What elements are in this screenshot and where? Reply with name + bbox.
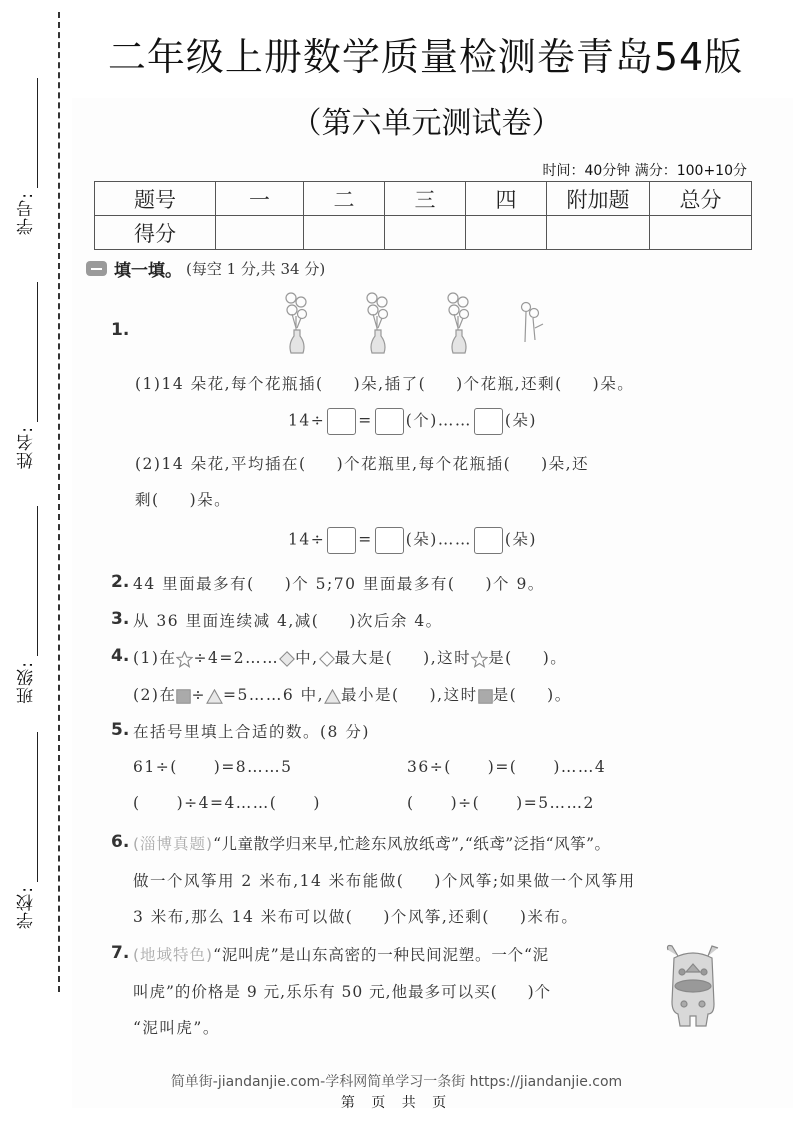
question-source-tag: (淄博真题) <box>133 835 214 853</box>
text: “泥叫虎”是山东高密的一种民间泥塑。一个“泥 <box>213 946 549 964</box>
text: 44 里面最多有( <box>133 575 255 593</box>
header-cell: 题号 <box>95 182 216 216</box>
score-cell[interactable] <box>216 216 304 250</box>
text: )朵。 <box>189 491 232 509</box>
watermark-footer: 简单街-jiandanjie.com-学科网简单学习一条街 https://jiandanjie.com <box>170 1074 623 1090</box>
text: )……4 <box>553 758 607 776</box>
text: )个花瓶里,每个花瓶插( <box>336 455 512 473</box>
text: )次后余 4。 <box>349 612 443 630</box>
text: 61÷( <box>133 758 178 776</box>
q6-line-1 <box>133 832 611 854</box>
star-icon <box>471 651 488 668</box>
text: 36÷( <box>407 758 452 776</box>
header-cell: 附加题 <box>547 182 650 216</box>
answer-box[interactable] <box>474 527 503 554</box>
text: (朵)…… <box>405 530 472 549</box>
text: )÷4=4……( <box>176 794 278 812</box>
text: 叫虎”的价格是 9 元,乐乐有 50 元,他最多可以买( <box>133 983 498 1001</box>
q4-part2-text <box>133 683 572 705</box>
text: = <box>358 411 373 430</box>
flower-vase-icon <box>281 290 313 356</box>
q3-text <box>133 609 443 631</box>
q1-part1-text <box>135 372 634 394</box>
text: )朵。 <box>592 375 635 393</box>
q5-expr-3 <box>133 794 321 812</box>
exam-meta: 时间：40分钟 满分：100+10分 <box>542 163 747 179</box>
text: = <box>358 530 373 549</box>
class-blank[interactable] <box>37 506 38 656</box>
text: )个 5;70 里面最多有( <box>284 575 456 593</box>
text: ( <box>133 794 141 812</box>
text: )个花瓶,还剩( <box>456 375 563 393</box>
text: )个 9。 <box>485 575 545 593</box>
score-cell[interactable] <box>385 216 466 250</box>
question-number: 1. <box>111 320 130 340</box>
text: (个)…… <box>405 411 472 430</box>
text: (1)14 朵花,每个花瓶插( <box>135 375 324 393</box>
question-source-tag: (地域特色) <box>133 946 214 964</box>
score-table-header-row <box>95 182 752 216</box>
page-title: 二年级上册数学质量检测卷青岛54版 <box>107 35 744 79</box>
text: 剩( <box>135 491 160 509</box>
q4-part1-text <box>133 646 567 668</box>
score-cell[interactable] <box>650 216 752 250</box>
text: 最大是( <box>334 649 394 667</box>
text: (2)在 <box>133 686 177 704</box>
text: ) <box>313 794 321 812</box>
q1-equation-2 <box>288 527 537 554</box>
question-number: 7. <box>111 943 130 963</box>
school-blank[interactable] <box>37 732 38 882</box>
score-cell[interactable] <box>547 216 650 250</box>
question-number: 3. <box>111 609 130 629</box>
score-cell[interactable] <box>466 216 547 250</box>
text: (2)14 朵花,平均插在( <box>135 455 307 473</box>
text: 做一个风筝用 2 米布,14 米布能做( <box>133 872 405 890</box>
text: (朵) <box>504 411 537 430</box>
question-number: 5. <box>111 720 130 740</box>
q2-text <box>133 572 545 594</box>
question-number: 6. <box>111 832 130 852</box>
text: )。 <box>547 686 572 704</box>
triangle-icon <box>206 689 223 704</box>
text: )个风筝,还剩( <box>383 908 490 926</box>
text: )个风筝;如果做一个风筝用 <box>434 872 636 890</box>
flower-vase-icon <box>443 290 475 356</box>
text: )朵,还 <box>541 455 590 473</box>
star-icon <box>176 651 193 668</box>
page-number: 第 页 共 页 <box>340 1095 453 1111</box>
page-subtitle: （第六单元测试卷） <box>291 106 562 141</box>
score-table <box>94 181 752 250</box>
square-icon <box>478 689 493 704</box>
section-note: (每空 1 分,共 34 分) <box>186 260 326 278</box>
answer-box[interactable] <box>327 408 356 435</box>
text: 是( <box>492 686 518 704</box>
q7-line-1 <box>133 943 549 965</box>
section-title: 填一填。 <box>114 261 182 281</box>
text: )米布。 <box>519 908 579 926</box>
section-heading <box>86 256 325 281</box>
answer-box[interactable] <box>375 408 404 435</box>
q7-line-2 <box>133 980 551 1002</box>
q1-equation-1 <box>288 408 537 435</box>
answer-box[interactable] <box>474 408 503 435</box>
q1-part2-text <box>135 452 589 474</box>
student-id-label: 学号: <box>17 192 37 235</box>
header-cell: 四 <box>466 182 547 216</box>
text: (1)在 <box>133 649 177 667</box>
header-cell: 总分 <box>650 182 752 216</box>
text: )=8……5 <box>213 758 293 776</box>
text: )朵,插了( <box>353 375 427 393</box>
q1-part2-text-cont <box>135 488 231 510</box>
cut-line <box>58 12 60 992</box>
q6-line-3 <box>133 905 578 927</box>
clay-tiger-icon <box>662 942 724 1030</box>
text: ( <box>407 794 415 812</box>
text: (朵) <box>504 530 537 549</box>
name-blank[interactable] <box>37 282 38 422</box>
header-cell: 三 <box>385 182 466 216</box>
section-number-badge-icon <box>86 261 107 276</box>
header-cell: 二 <box>304 182 385 216</box>
text: )÷( <box>450 794 481 812</box>
name-label: 姓名: <box>17 426 37 469</box>
q7-line-3: “泥叫虎”。 <box>133 1019 220 1037</box>
q5-expr-4 <box>407 794 595 812</box>
loose-flowers-icon <box>517 300 547 345</box>
text: 是( <box>488 649 513 667</box>
score-row-label: 得分 <box>95 216 216 250</box>
diamond-icon <box>319 651 335 667</box>
text: ),这时 <box>423 649 472 667</box>
text: )=( <box>487 758 518 776</box>
question-number: 4. <box>111 646 130 666</box>
text: )。 <box>542 649 568 667</box>
text: 最小是( <box>341 686 400 704</box>
text: ),这时 <box>429 686 478 704</box>
flower-vase-icon <box>362 290 394 356</box>
text: 中, <box>295 649 319 667</box>
text: =5……6 中, <box>222 686 325 704</box>
square-icon <box>176 689 191 704</box>
text: 14÷ <box>288 411 326 430</box>
score-table-score-row <box>95 216 752 250</box>
text: 从 36 里面连续减 4,减( <box>133 612 320 630</box>
answer-box[interactable] <box>375 527 404 554</box>
text: “儿童散学归来早,忙趁东风放纸鸢”,“纸鸢”泛指“风筝”。 <box>213 835 611 853</box>
class-label: 班级: <box>17 661 37 704</box>
text: ÷4=2…… <box>193 649 280 667</box>
text: ÷ <box>191 686 206 704</box>
diamond-icon <box>279 651 295 667</box>
text: )=5……2 <box>516 794 595 812</box>
q5-expr-1 <box>133 758 293 776</box>
header-cell: 一 <box>216 182 304 216</box>
question-number: 2. <box>111 572 130 592</box>
school-label: 学校: <box>17 886 37 929</box>
q5-expr-2 <box>407 758 606 776</box>
score-cell[interactable] <box>304 216 385 250</box>
text: 14÷ <box>288 530 326 549</box>
triangle-icon <box>324 689 341 704</box>
answer-box[interactable] <box>327 527 356 554</box>
q5-text: 在括号里填上合适的数。(8 分) <box>133 723 370 741</box>
q6-line-2 <box>133 869 636 891</box>
text: 3 米布,那么 14 米布可以做( <box>133 908 354 926</box>
text: )个 <box>527 983 552 1001</box>
